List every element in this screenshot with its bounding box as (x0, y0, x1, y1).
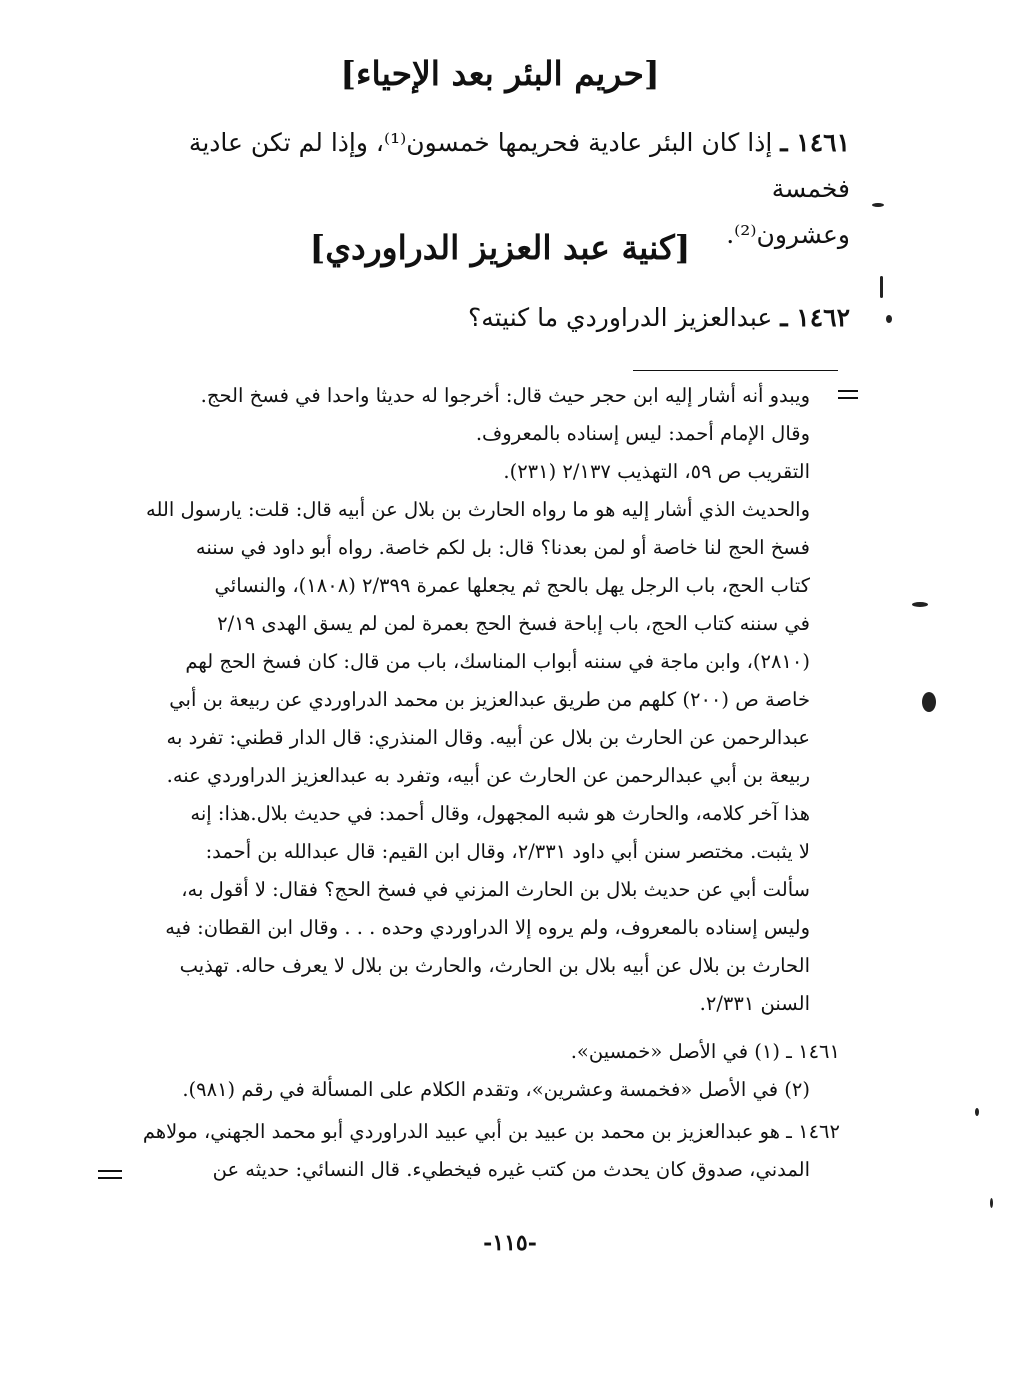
continuation-mark-icon (98, 1170, 122, 1179)
section-heading-kunya: [كنية عبد العزيز الدراوردي] (309, 228, 691, 267)
footnote-1462-line2: المدني، صدوق كان يحدث من كتب غيره فيخطيء. قال النسائي: حديثه عن (212, 1158, 810, 1181)
entry-1462-number: ١٤٦٢ ـ (780, 303, 850, 332)
footnote-line: عبدالرحمن عن الحارث بن بلال عن أبيه. وقال المنذري: قال الدار قطني: تفرد به (166, 726, 810, 749)
footnote-1462-line1: ١٤٦٢ ـ هو عبدالعزيز بن محمد بن عبيد بن أبي عبيد الدراوردي أبو محمد الجهني، مولاهم (142, 1120, 840, 1143)
section-heading-well-boundary: [حريم البئر بعد الإحياء] (340, 54, 660, 93)
entry-1461-text: إذا كان البئر عادية فحريمها خمسون⁽¹⁾، وإذا لم تكن عادية فخمسة (188, 128, 850, 203)
footnote-1461-2: (٢) في الأصل «فخمسة وعشرين»، وتقدم الكلام على المسألة في رقم (٩٨١). (182, 1078, 810, 1101)
footnote-line: التقريب ص ٥٩، التهذيب ٢/١٣٧ (٢٣١). (503, 460, 810, 483)
footnote-line: الحارث بن بلال عن أبيه بلال بن الحارث، والحارث بن بلال لا يعرف حاله. تهذيب (179, 954, 810, 977)
footnote-1461-1: ١٤٦١ ـ (١) في الأصل «خمسين». (570, 1040, 840, 1063)
entry-1461-line1 (140, 120, 850, 212)
entry-1462-text: عبدالعزيز الدراوردي ما كنيته؟ (467, 303, 773, 332)
entry-1461-line2: وعشرون⁽²⁾. (726, 220, 850, 249)
continuation-mark-icon (838, 390, 858, 399)
footnote-line: وقال الإمام أحمد: ليس إسناده بالمعروف. (475, 422, 810, 445)
footnote-line: في سننه كتاب الحج، باب إباحة فسخ الحج بعمرة لمن لم يسق الهدى ٢/١٩ (217, 612, 810, 635)
scan-speck (880, 276, 883, 298)
entry-1462 (140, 295, 850, 341)
footnote-line: هذا آخر كلامه، والحارث هو شبه المجهول، وقال أحمد: في حديث بلال.هذا: إنه (190, 802, 810, 825)
footnote-separator (633, 370, 838, 371)
footnote-line: لا يثبت. مختصر سنن أبي داود ٢/٣٣١، وقال ابن القيم: قال عبدالله بن أحمد: (205, 840, 810, 863)
footnote-line: سألت أبي عن حديث بلال بن الحارث المزني في فسخ الحج؟ فقال: لا أقول به، (181, 878, 810, 901)
scan-speck (990, 1198, 993, 1208)
footnote-line: والحديث الذي أشار إليه هو ما رواه الحارث بن بلال عن أبيه قال: قلت: يارسول الله (146, 498, 810, 521)
footnote-line: وليس إسناده بالمعروف، ولم يروه إلا الدراوردي وحده . . . وقال ابن القطان: فيه (165, 916, 810, 939)
page-number: -١١٥- (483, 1230, 537, 1256)
entry-1461-number: ١٤٦١ ـ (780, 128, 850, 157)
footnote-line: ربيعة بن أبي عبدالرحمن عن الحارث عن أبيه، وتفرد به عبدالعزيز الدراوردي عنه. (166, 764, 810, 787)
footnote-line: خاصة ص (٢٠٠) كلهم من طريق عبدالعزيز بن محمد الدراوردي عن ربيعة بن أبي (169, 688, 810, 711)
scan-speck (975, 1108, 979, 1116)
footnote-line: فسخ الحج لنا خاصة أو لمن بعدنا؟ قال: بل لكم خاصة. رواه أبو داود في سننه (195, 536, 810, 559)
footnote-line: (٢٨١٠)، وابن ماجة في سننه أبواب المناسك، باب من قال: كان فسخ الحج لهم (185, 650, 810, 673)
footnote-line: السنن ٢/٣٣١. (699, 992, 810, 1015)
scan-speck (912, 602, 928, 607)
scan-speck (872, 203, 884, 207)
footnote-line: ويبدو أنه أشار إليه ابن حجر حيث قال: أخرجوا له حديثا واحدا في فسخ الحج. (200, 384, 810, 407)
scan-speck (922, 692, 936, 712)
footnote-line: كتاب الحج، باب الرجل يهل بالحج ثم يجعلها عمرة ٢/٣٩٩ (١٨٠٨)، والنسائي (214, 574, 810, 597)
scan-speck (886, 315, 892, 323)
